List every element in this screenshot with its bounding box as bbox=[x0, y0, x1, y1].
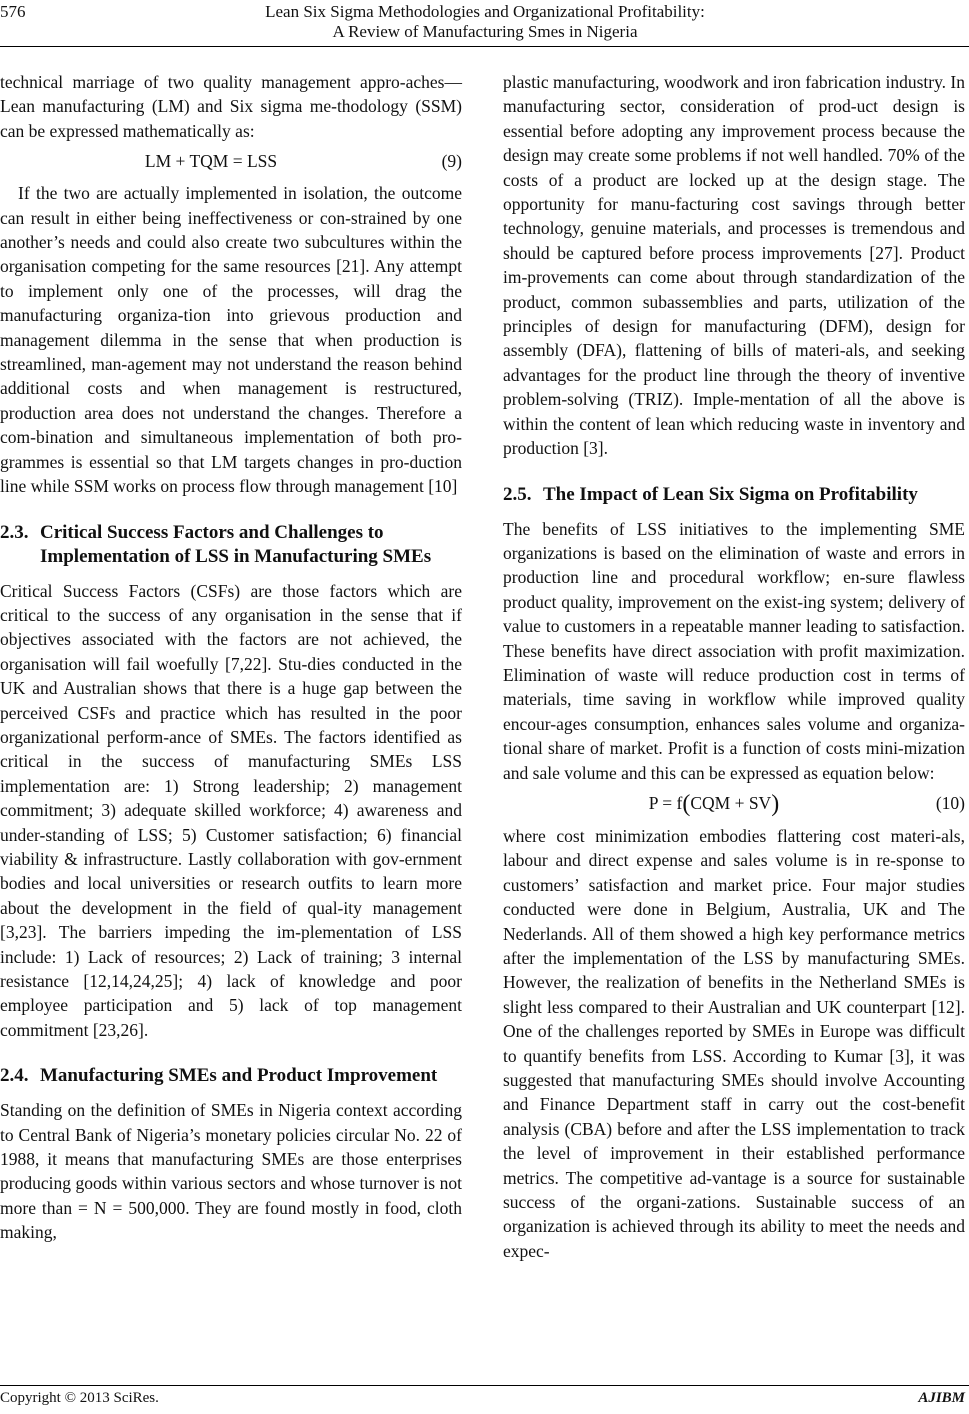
paragraph: If the two are actually implemented in isolation, the outcome can result in either being ineffectiveness or con-strained by one another’s needs and could also create two subcultures within the organisation competing for the same resources [21]. Any attempt to implement only one of the processes, will drag the manufacturing organiza-tion into grievous production and management dilemma in the sense that when production is streamlined, man-agement may not understand the reason behind additional costs and when management is restructured, production area does not understand the changes. Therefore a com-bination and simultaneous implementation of both pro-grammes is essential so that LM targets changes in pro-duction line while SSM works on process flow through management [10] bbox=[0, 183, 462, 497]
equation-expression: LM + TQM = LSS bbox=[144, 151, 278, 172]
header-divider bbox=[0, 46, 969, 47]
paragraph: where cost minimization embodies flattering cost materi-als, labour and direct expense and sales volume is in re-sponse to customers’ satisfaction and market price. Four major studies conducted were done in Belgium, Australia, UK and The Nederlands. All of them showed a high key performance metrics after the implementation of the LSS by manufacturing SMEs. However, the realization of benefits in the Netherland SMEs is slight less compared to their Australian and UK counterpart [12]. One of the challenges reported by SMEs in Europe was difficult to quantify benefits from LSS. According to Kumar [3], it was suggested that manufacturing SMEs should involve Accounting and Finance Department staff in carry out the cost-benefit analysis (CBA) before and after the LSS implementation to track the level of improvement in their established performance metrics. The competitive ad-vantage is a source for sustainable success of the organi-zations. Sustainable success of an organization is achieved through its ability to meet the needs and expec- bbox=[503, 825, 965, 1261]
page-number: 576 bbox=[0, 2, 26, 21]
section-number: 2.4. bbox=[0, 1065, 29, 1087]
footer-divider bbox=[0, 1385, 969, 1386]
equation-10 bbox=[503, 791, 965, 816]
section-number: 2.3. bbox=[0, 521, 29, 543]
journal-abbreviation: AJIBM bbox=[918, 1390, 965, 1406]
equation-inner: CQM + SV bbox=[690, 792, 772, 813]
section-title: Manufacturing SMEs and Product Improvement bbox=[40, 1065, 438, 1087]
section-title: Critical Success Factors and Challenges to Implementation of LSS in Manufacturing SMEs bbox=[40, 521, 432, 567]
copyright-notice: Copyright © 2013 SciRes. bbox=[0, 1390, 159, 1406]
paragraph: technical marriage of two quality management appro-aches—Lean manufacturing (LM) and Six sigma me-thodology (SSM) can be expressed mathematically as: bbox=[0, 72, 462, 141]
section-heading-2-5 bbox=[503, 483, 965, 507]
equation-expression: P = f(CQM + SV) bbox=[648, 790, 780, 817]
section-heading-2-3 bbox=[0, 521, 462, 569]
equation-9 bbox=[0, 149, 462, 173]
right-column bbox=[503, 70, 965, 1263]
paragraph: plastic manufacturing, woodwork and iron fabrication industry. In manufacturing sector, consideration of prod-uct design is essential before adopting any improvement process because the design may create some problems if not well handled. 70% of the costs of a product are locked up at the design stage. The opportunity for manu-facturing cost savings through better technology, genuine materials, and processes is tremendous and should be captured before process improvements [27]. Product im-provements can come about through standardization of the product, common subassemblies and parts, utilization of the principles of design for manufacturing (DFM), design for assembly (DFA), flattening of bills of materi-als, and seeking advantages for the product line through the theory of inventive problem-solving (TRIZ). Imple-mentation of all the above is within the content of lean which reducing waste in inventory and production [3]. bbox=[503, 72, 966, 459]
equation-number: (10) bbox=[935, 793, 965, 814]
paragraph: The benefits of LSS initiatives to the implementing SME organizations is based on the elimination of waste and errors in production line and procedural workflow; en-sure flawless product quality, improvement on the exist-ing system; delivery of value to customers in a repeatable manner leading to satisfaction. These benefits have direct association with profit maximization. Elimination of waste will reduce production cost in terms of materials, time saving in workflow while improved quality encour-ages consumption, enhances sales volume and organiza-tional share of market. Profit is a function of costs mini-mization and sale volume and this can be expressed as equation below: bbox=[503, 518, 965, 783]
running-header bbox=[220, 2, 750, 42]
paragraph: Standing on the definition of SMEs in Nigeria context according to Central Bank of Nigeria’s monetary policies circular No. 22 of 1988, it means that manufacturing SMEs are those enterprises producing goods within various sectors and whose turnover is not more than = N = 500,000. They are found mostly in food, cloth making, bbox=[0, 1100, 462, 1243]
section-heading-2-4 bbox=[0, 1064, 462, 1088]
running-header-line-2: A Review of Manufacturing Smes in Nigeria bbox=[332, 22, 638, 41]
section-number: 2.5. bbox=[503, 483, 532, 505]
equation-number: (9) bbox=[441, 151, 462, 172]
equation-lhs: P = f bbox=[648, 792, 683, 813]
left-column bbox=[0, 70, 462, 1245]
paragraph: Critical Success Factors (CSFs) are those factors which are critical to the success of any organisation in the sense that if objectives associated with the factors are not achieved, the organisation will fail woefully [7,22]. Stu-dies conducted in the UK and Australian shows that there is a huge gap between the perceived CSFs and practice which has resulted in the poor organizational perform-ance of SMEs. The factors identified as critical in the success of manufacturing SMEs LSS implementation are: 1) Strong leadership; 2) management commitment; 3) adequate skilled workforce; 4) awareness and under-standing of LSS; 5) Customer satisfaction; 6) financial viability & infrastructure. Lastly collaboration with gov-ernment bodies and local universities or research outfits to learn more about the development in the field of qual-ity management [3,23]. The barriers impeding the im-plementation of LSS include: 1) Lack of resources; 2) Lack of training; 3 internal resistance [12,14,24,25]; 4) lack of knowledge and poor employee participation and 5) lack of top management commitment [23,26]. bbox=[0, 580, 462, 1040]
running-header-line-1: Lean Six Sigma Methodologies and Organizational Profitability: bbox=[265, 2, 705, 21]
section-title: The Impact of Lean Six Sigma on Profitability bbox=[543, 483, 918, 505]
